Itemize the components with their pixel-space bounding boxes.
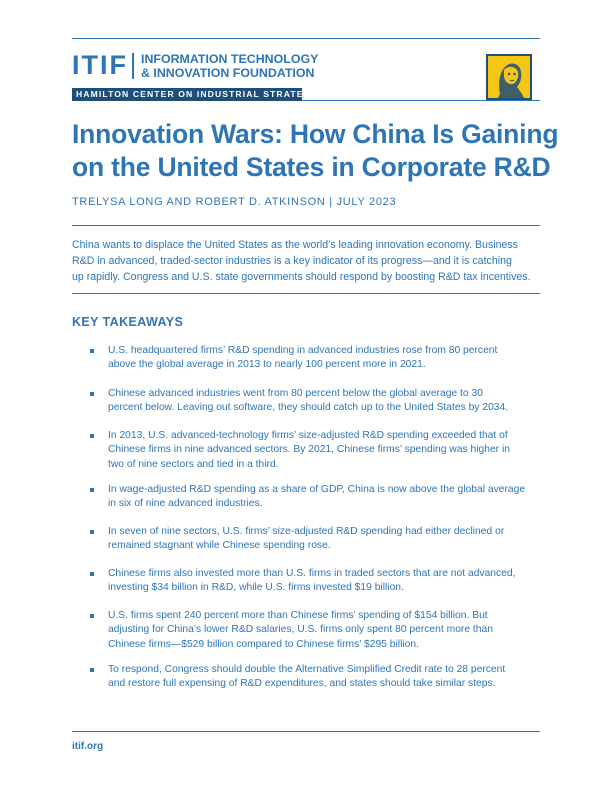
takeaway-text [108, 387, 548, 416]
takeaway-line: Chinese advanced industries went from 80 percent below the global average to 30 [108, 388, 483, 399]
page-title-line1: Innovation Wars: How China Is Gaining [72, 119, 559, 149]
takeaway-line: two of nine sectors and tied in a third. [108, 458, 279, 470]
org-name-line2: & INNOVATION FOUNDATION [141, 66, 315, 80]
takeaway-line: U.S. headquartered firms’ R&D spending in advanced industries rose from 80 percent [108, 345, 498, 356]
takeaway-line: remained stagnant while Chinese spending rose. [108, 540, 331, 552]
takeaway-text [108, 429, 548, 472]
summary-top-rule [72, 225, 540, 226]
center-rule [302, 100, 540, 101]
summary-bottom-rule [72, 293, 540, 294]
takeaway-text [108, 344, 548, 373]
bullet-icon [90, 392, 94, 396]
takeaway-line: above the global average in 2013 to nearly 100 percent more in 2021. [108, 359, 426, 371]
takeaway-line: Chinese firms in nine advanced sectors. By 2021, Chinese firms’ spending was higher in [108, 444, 510, 456]
takeaway-line: U.S. firms spent 240 percent more than Chinese firms’ spending of $154 billion. But [108, 610, 488, 621]
bullet-icon [90, 488, 94, 492]
takeaway-line: Chinese firms—$529 billion compared to Chinese firms’ $295 billion. [108, 638, 419, 650]
takeaway-line: in six of nine advanced industries. [108, 498, 263, 510]
bullet-icon [90, 572, 94, 576]
takeaway-line: Chinese firms also invested more than U.S. firms in traded sectors that are not advanced, [108, 568, 516, 579]
summary [72, 238, 540, 285]
bullet-icon [90, 530, 94, 534]
summary-line: China wants to displace the United States as the world’s leading innovation economy. Business [72, 239, 518, 251]
takeaway-line: To respond, Congress should double the Alternative Simplified Credit rate to 28 percent [108, 664, 506, 675]
org-name [141, 52, 318, 80]
bullet-icon [90, 614, 94, 618]
itif-logo[interactable]: ITIF [72, 50, 128, 80]
takeaway-line: In seven of nine sectors, U.S. firms’ size-adjusted R&D spending had either declined or [108, 526, 505, 537]
page-title-line2: on the United States in Corporate R&D [72, 152, 551, 182]
footer-link[interactable]: itif.org [72, 741, 104, 752]
takeaway-line: investing $34 billion in R&D, while U.S. firms invested $19 billion. [108, 582, 404, 594]
takeaway-text [108, 567, 548, 596]
takeaway-text [108, 525, 548, 554]
org-name-line1: INFORMATION TECHNOLOGY [141, 52, 319, 66]
bullet-icon [90, 434, 94, 438]
byline: TRELYSA LONG AND ROBERT D. ATKINSON | JULY 2023 [72, 196, 397, 208]
takeaway-text [108, 663, 548, 692]
top-rule [72, 38, 540, 39]
takeaway-line: In wage-adjusted R&D spending as a share of GDP, China is now above the global average [108, 484, 526, 495]
logo-divider [132, 53, 134, 79]
takeaway-text [108, 483, 548, 512]
center-label-bar [72, 88, 319, 101]
summary-line: up rapidly. Congress and U.S. state governments should respond by boosting R&D tax incentives. [72, 270, 531, 283]
summary-line: R&D in advanced, traded-sector industries is a key indicator of its progress—and it is catching [72, 254, 512, 267]
bullet-icon [90, 668, 94, 672]
hamilton-portrait-icon [486, 54, 532, 100]
key-takeaways-heading: KEY TAKEAWAYS [72, 315, 184, 329]
page-title [72, 118, 559, 184]
footer-rule [72, 731, 540, 732]
center-label: HAMILTON CENTER ON INDUSTRIAL STRATEGY [76, 89, 319, 99]
takeaway-line: percent below. Leaving out software, they should catch up to the United States by 2034. [108, 402, 509, 414]
takeaway-line: and restore full expensing of R&D expenditures, and states should take similar steps. [108, 678, 496, 690]
bullet-icon [90, 349, 94, 353]
takeaway-text [108, 609, 548, 652]
takeaway-line: adjusting for China’s lower R&D salaries, U.S. firms only spent 80 percent more than [108, 624, 493, 636]
takeaway-line: In 2013, U.S. advanced-technology firms’ size-adjusted R&D spending exceeded that of [108, 430, 508, 441]
